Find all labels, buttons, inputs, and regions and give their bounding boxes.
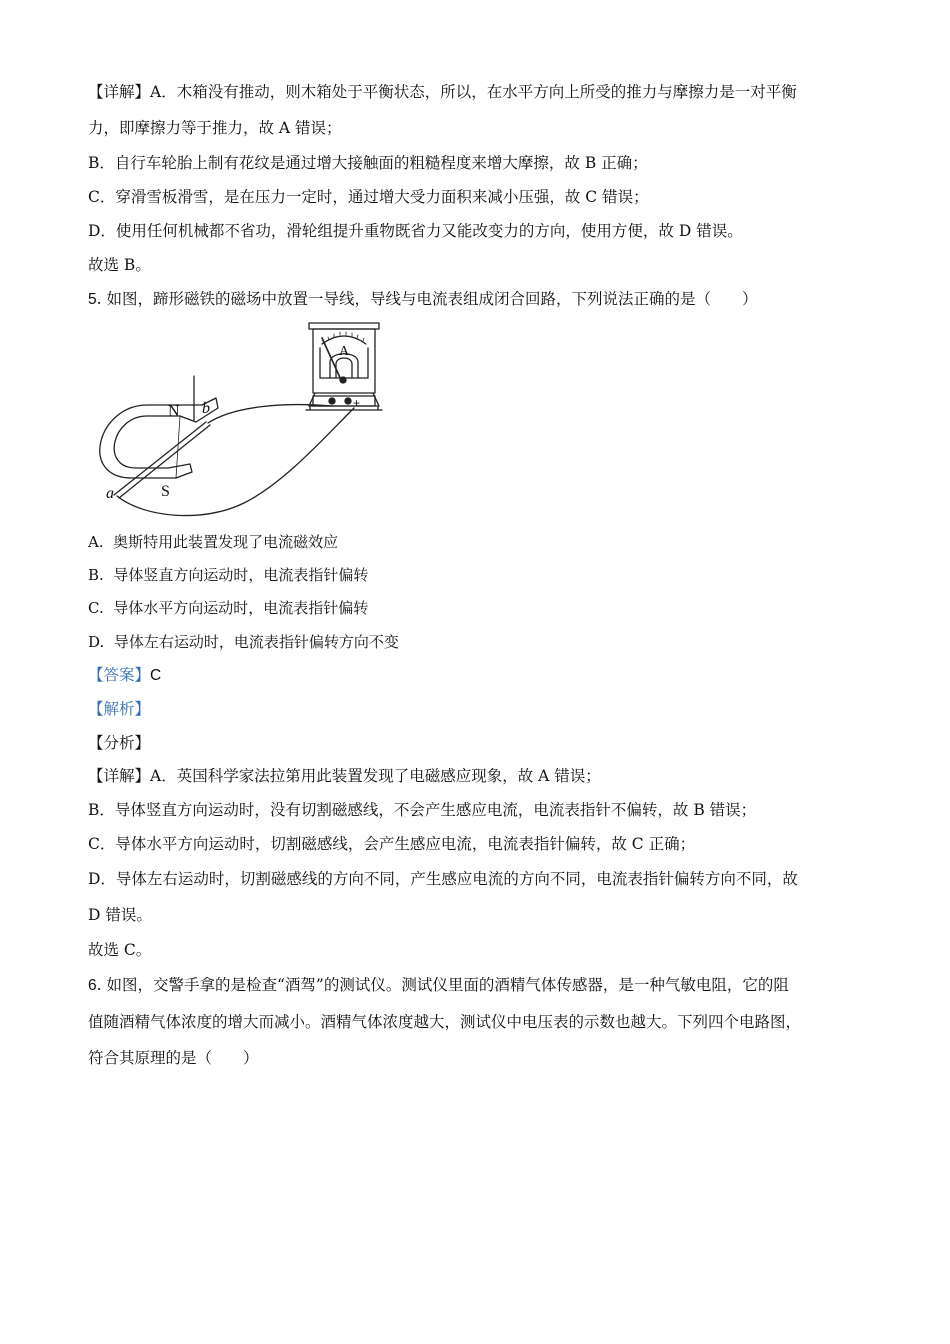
q5-option-c[interactable]	[88, 598, 368, 618]
north-pole-label: N	[168, 403, 180, 420]
q5-option-b[interactable]	[88, 565, 368, 585]
option-text: 导体竖直方向运动时，电流表指针偏转	[113, 566, 369, 584]
q5-option-a[interactable]	[88, 532, 338, 552]
q6-stem-text-1: . 如图，交警手拿的是检查“酒驾”的测试仪。测试仪里面的酒精气体传感器，是一种气敏电阻，它的阻	[96, 976, 789, 994]
ammeter-icon	[306, 323, 382, 410]
q6-stem-line-2: 值随酒精气体浓度的增大而减小。酒精气体浓度越大，测试仪中电压表的示数也越大。下列四个电路图，	[88, 1013, 802, 1031]
option-text: 奥斯特用此装置发现了电流磁效应	[113, 533, 339, 551]
q5-conclusion: 故选 C。	[88, 941, 152, 959]
q5-stem-text: . 如图，蹄形磁铁的磁场中放置一导线，导线与电流表组成闭合回路，下列说法正确的是（ ）	[96, 290, 758, 308]
option-letter: B.	[88, 566, 104, 584]
wire-end-a-label: a	[106, 485, 114, 502]
q5-stem	[88, 289, 757, 310]
answer-value: C	[150, 667, 162, 684]
q6-number: 6	[88, 977, 97, 994]
answer-label: 【答案】	[88, 666, 151, 684]
q4-detail-line-1: 【详解】A．木箱没有推动，则木箱处于平衡状态，所以，在水平方向上所受的推力与摩擦力是一对平衡	[88, 83, 797, 101]
ammeter-label: A	[339, 344, 350, 359]
option-letter: C.	[88, 599, 104, 617]
analysis-label: 【解析】	[88, 700, 151, 718]
fenxi-label: 【分析】	[88, 734, 151, 752]
option-text: 导体左右运动时，电流表指针偏转方向不变	[113, 633, 399, 651]
magnet-ammeter-figure	[84, 318, 394, 518]
q5-number: 5	[88, 291, 97, 308]
q5-answer	[88, 665, 161, 686]
q5-detail-line-5: D 错误。	[88, 906, 152, 924]
q5-detail-line-3: C．导体水平方向运动时，切割磁感线，会产生感应电流，电流表指针偏转，故 C 正确；	[88, 835, 696, 853]
q4-detail-line-2: 力，即摩擦力等于推力，故 A 错误；	[88, 119, 342, 137]
q4-detail-line-3: B．自行车轮胎上制有花纹是通过增大接触面的粗糙程度来增大摩擦，故 B 正确；	[88, 154, 648, 172]
option-letter: A.	[88, 533, 104, 551]
q4-detail-line-5: D．使用任何机械都不省功，滑轮组提升重物既省力又能改变力的方向，使用方便，故 D 错误。	[88, 222, 743, 240]
wire-end-b-label: b	[202, 400, 210, 417]
q4-detail-line-4: C．穿滑雪板滑雪，是在压力一定时，通过增大受力面积来减小压强，故 C 错误；	[88, 188, 649, 206]
plus-terminal-label: +	[353, 396, 361, 410]
south-pole-label: S	[161, 483, 170, 500]
q6-stem-line-3: 符合其原理的是（ ）	[88, 1049, 259, 1067]
option-text: 导体水平方向运动时，电流表指针偏转	[113, 599, 369, 617]
q4-conclusion: 故选 B。	[88, 256, 151, 274]
wire-b-icon	[208, 405, 332, 423]
q5-option-d[interactable]	[88, 632, 399, 652]
q5-detail-line-1: 【详解】A．英国科学家法拉第用此装置发现了电磁感应现象，故 A 错误；	[88, 767, 601, 785]
q6-stem-line-1	[88, 975, 789, 996]
wire-a-icon	[117, 408, 354, 516]
option-letter: D.	[88, 633, 105, 651]
q5-detail-line-2: B．导体竖直方向运动时，没有切割磁感线，不会产生感应电流，电流表指针不偏转，故 B 错误；	[88, 801, 757, 819]
q5-detail-line-4: D．导体左右运动时，切割磁感线的方向不同，产生感应电流的方向不同，电流表指针偏转方向不同，故	[88, 870, 798, 888]
